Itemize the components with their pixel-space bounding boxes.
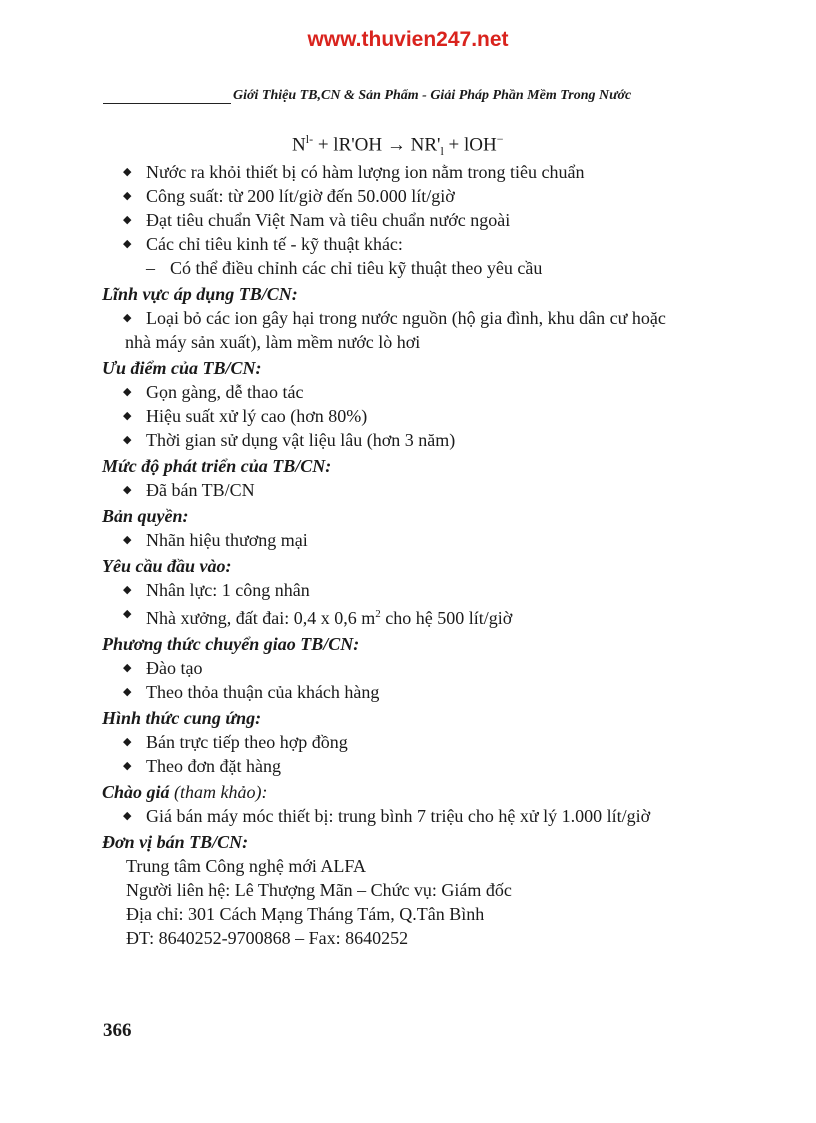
- section-title-hinh-thuc: Hình thức cung ứng:: [102, 708, 262, 728]
- bullet-icon: ◆: [123, 736, 132, 748]
- bullet-icon: ◆: [123, 238, 132, 250]
- list-item: ◆ Nhân lực: 1 công nhân: [123, 580, 310, 600]
- bullet-icon: ◆: [123, 810, 132, 822]
- list-item-continuation: nhà máy sản xuất), làm mềm nước lò hơi: [125, 332, 421, 352]
- section-title-ban-quyen: Bản quyền:: [102, 506, 189, 526]
- bullet-icon: ◆: [123, 190, 132, 202]
- section-title-muc-do: Mức độ phát triển của TB/CN:: [102, 456, 332, 476]
- bullet-icon: ◆: [123, 386, 132, 398]
- list-item: ◆ Hiệu suất xử lý cao (hơn 80%): [123, 406, 368, 426]
- list-item: ◆ Theo đơn đặt hàng: [123, 756, 281, 776]
- list-item: ◆ Nước ra khỏi thiết bị có hàm lượng ion nằm trong tiêu chuẩn: [123, 162, 585, 182]
- list-item: ◆ Các chỉ tiêu kinh tế - kỹ thuật khác:: [123, 234, 403, 254]
- list-item: ◆ Loại bỏ các ion gây hại trong nước nguồn (hộ gia đình, khu dân cư hoặc: [123, 308, 666, 328]
- bullet-icon: ◆: [123, 434, 132, 446]
- bullet-icon: ◆: [123, 484, 132, 496]
- section-title-uu-diem: Ưu điểm của TB/CN:: [102, 358, 262, 378]
- list-item: ◆ Nhà xưởng, đất đai: 0,4 x 0,6 $m^2$ cho hệ 500 lít/giờ: [100, 602, 740, 630]
- list-item: ◆ Công suất: từ 200 lít/giờ đến 50.000 lít/giờ: [123, 186, 455, 206]
- header-rule: [103, 103, 231, 104]
- page-body: [100, 160, 740, 950]
- contact-line: Trung tâm Công nghệ mới ALFA: [126, 856, 367, 876]
- section-title-don-vi: Đơn vị bán TB/CN:: [102, 832, 249, 852]
- section-title-linh-vuc: Lĩnh vực áp dụng TB/CN:: [102, 284, 298, 304]
- contact-line: Người liên hệ: Lê Thượng Mãn – Chức vụ: Giám đốc: [126, 880, 512, 900]
- running-header: Giới Thiệu TB,CN & Sản Phẩm - Giải Pháp Phần Mềm Trong Nước: [233, 88, 632, 103]
- bullet-icon: ◆: [123, 686, 132, 698]
- bullet-icon: ◆: [123, 166, 132, 178]
- bullet-icon: ◆: [123, 312, 132, 324]
- list-item: ◆ Đạt tiêu chuẩn Việt Nam và tiêu chuẩn nước ngoài: [123, 210, 511, 230]
- dash-icon: –: [146, 258, 155, 278]
- contact-line: ĐT: 8640252-9700868 – Fax: 8640252: [126, 928, 409, 948]
- bullet-icon: ◆: [123, 584, 132, 596]
- section-title-yeu-cau: Yêu cầu đầu vào:: [102, 556, 232, 576]
- bullet-icon: ◆: [123, 662, 132, 674]
- list-item: ◆ Đào tạo: [123, 658, 203, 678]
- list-item: ◆ Gọn gàng, dễ thao tác: [123, 382, 304, 402]
- bullet-icon: ◆: [123, 534, 132, 546]
- section-title-chao-gia: Chào giá (tham khảo):: [102, 782, 268, 802]
- list-item: ◆ Theo thỏa thuận của khách hàng: [123, 682, 380, 702]
- contact-line: Địa chỉ: 301 Cách Mạng Tháng Tám, Q.Tân Bình: [126, 904, 485, 924]
- bullet-icon: ◆: [123, 410, 132, 422]
- list-item: ◆ Thời gian sử dụng vật liệu lâu (hơn 3 năm): [123, 430, 456, 450]
- section-title-phuong-thuc: Phương thức chuyển giao TB/CN:: [102, 634, 360, 654]
- bullet-icon: ◆: [123, 608, 132, 620]
- list-item: ◆ Giá bán máy móc thiết bị: trung bình 7 triệu cho hệ xử lý 1.000 lít/giờ: [123, 806, 651, 826]
- list-item: ◆ Bán trực tiếp theo hợp đồng: [123, 732, 348, 752]
- list-item: ◆ Nhãn hiệu thương mại: [123, 530, 308, 550]
- sub-list-item: – Có thể điều chỉnh các chỉ tiêu kỹ thuật theo yêu cầu: [146, 258, 543, 278]
- page-number: 366: [103, 1020, 132, 1041]
- bullet-icon: ◆: [123, 760, 132, 772]
- watermark-url: www.thuvien247.net: [307, 28, 509, 51]
- list-item: ◆ Đã bán TB/CN: [123, 480, 255, 500]
- chemical-formula: $N^{l-} + lR'OH \to NR'_l + lOH^-$: [292, 132, 504, 159]
- bullet-icon: ◆: [123, 214, 132, 226]
